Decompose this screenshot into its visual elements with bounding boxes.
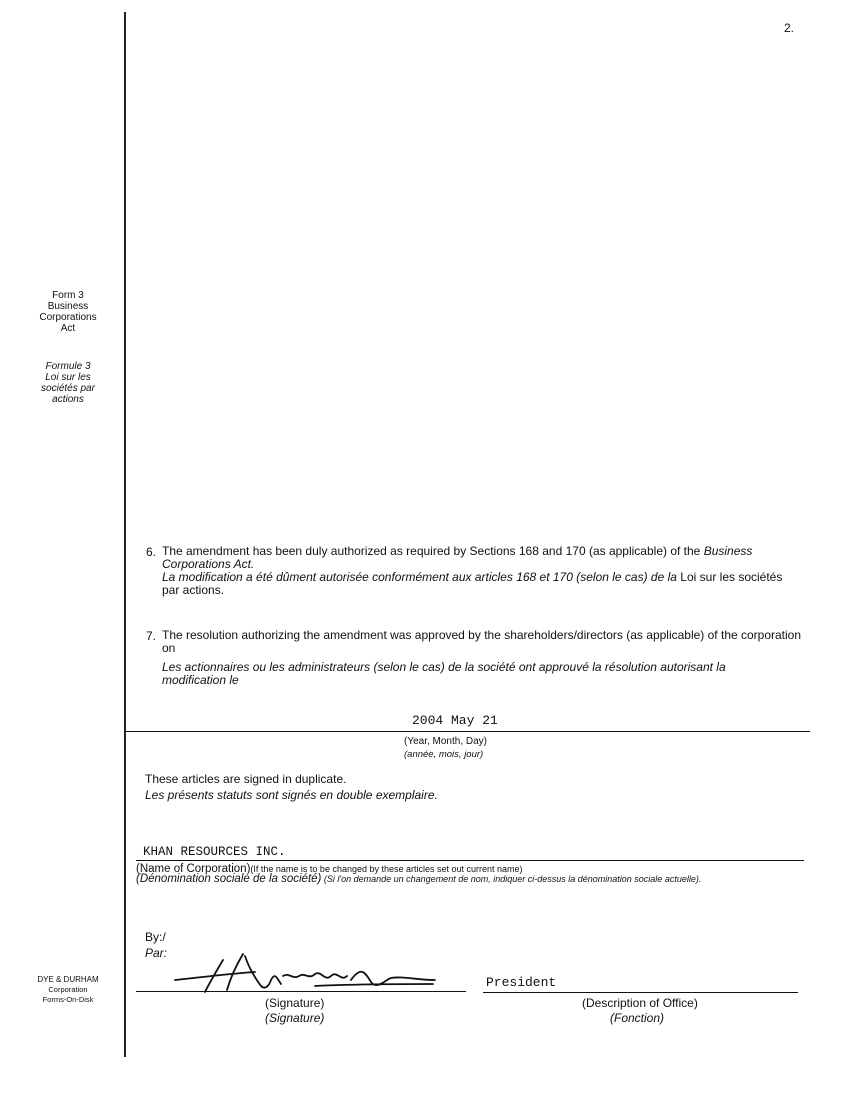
office-value: President (486, 975, 557, 990)
form-id-fr-line: Formule 3 (45, 361, 91, 372)
duplicate-en: These articles are signed in duplicate. (145, 772, 347, 786)
by-label-fr: Par: (145, 946, 168, 960)
duplicate-fr: Les présents statuts sont signés en double exemplaire. (145, 788, 438, 802)
item-6-fr-text: La modification a été dûment autorisée conformément aux articles 168 et 170 (selon le cas) de la (162, 570, 681, 584)
form-id-en-line: Act (60, 323, 76, 334)
vendor-line: Forms-On-Disk (42, 995, 94, 1004)
date-caption-fr: (année, mois, jour) (404, 749, 484, 760)
by-label-en: By:/ (145, 930, 166, 944)
corporation-name: KHAN RESOURCES INC. (143, 845, 286, 859)
item-6-en-text: The amendment has been duly authorized as required by Sections 168 and 170 (as applicable) of the (162, 544, 704, 558)
form-id-fr-line: Loi sur les (45, 372, 91, 383)
corp-caption-fr-b: (Si l'on demande un changement de nom, indiquer ci-dessus la dénomination sociale actuelle). (321, 874, 702, 884)
signature-caption-fr: (Signature) (265, 1011, 325, 1025)
date-line (124, 731, 810, 732)
corp-caption-en-a: (Name of Corporation) (136, 863, 251, 875)
form-id-en (18, 290, 118, 334)
margin-rule (124, 12, 126, 1057)
vendor-line: Corporation (48, 985, 88, 994)
corporation-caption-fr (136, 874, 701, 885)
item-6-en (162, 545, 802, 571)
corporation-line (136, 860, 804, 861)
vendor-line: DYE & DURHAM (37, 975, 99, 984)
resolution-date: 2004 May 21 (412, 713, 498, 728)
item-7-en: The resolution authorizing the amendment was approved by the shareholders/directors (as applicable) of the corporation on (162, 628, 802, 655)
office-caption-en: (Description of Office) (582, 996, 698, 1010)
corp-caption-en-b: (If the name is to be changed by these articles set out current name) (250, 864, 523, 874)
form-id-en-line: Corporations (39, 312, 97, 323)
item-6-fr (162, 571, 802, 597)
forms-vendor-mark (18, 975, 118, 1005)
item-6-number: 6. (146, 545, 157, 559)
page-number: 2. (784, 21, 795, 35)
form-id-fr (18, 361, 118, 405)
form-id-fr-line: actions (52, 394, 84, 405)
form-id-en-line: Form 3 (52, 290, 84, 301)
item-7-fr: Les actionnaires ou les administrateurs (selon le cas) de la société ont approuvé la résolution autorisant la modification le (162, 660, 726, 687)
item-6-en-act: Business Corporations Act. (162, 544, 753, 571)
office-caption-fr: (Fonction) (610, 1011, 665, 1025)
corp-caption-fr-a: (Dénomination sociale de la société) (136, 873, 322, 885)
form-id-fr-line: sociétés par (41, 383, 95, 394)
office-line (483, 992, 798, 993)
item-7-number: 7. (146, 629, 157, 643)
form-id-en-line: Business (47, 301, 89, 312)
signature-caption-en: (Signature) (265, 996, 325, 1010)
date-caption-en: (Year, Month, Day) (404, 736, 488, 747)
item-6-text (162, 545, 802, 597)
item-6-fr-act: Loi sur les sociétés par actions. (162, 570, 783, 597)
signature-line (136, 991, 466, 992)
